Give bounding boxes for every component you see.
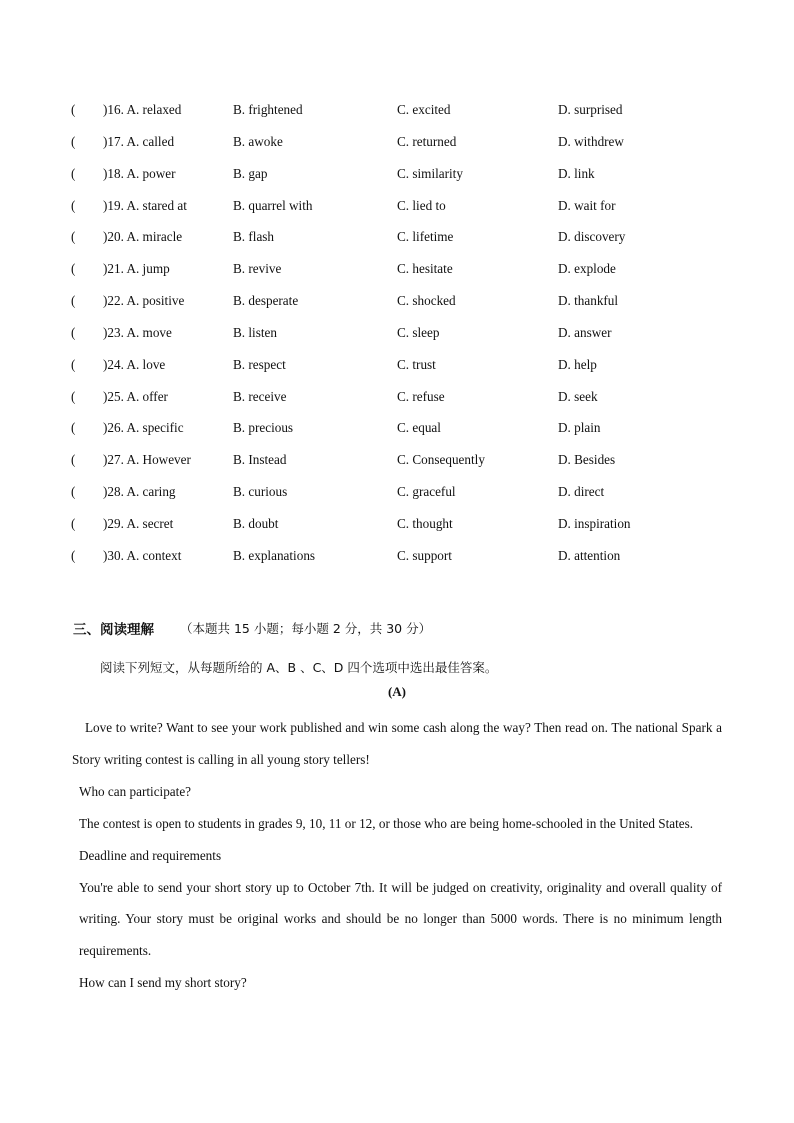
answer-blank: ( [71,229,76,245]
option-c: C. similarity [397,165,463,181]
heading-participate: Who can participate? [79,783,192,799]
answer-blank: ( [71,261,76,277]
answer-blank: ( [71,102,76,117]
option-a: )19. A. stared at [103,197,187,213]
section-instructions: 阅读下列短文，从每题所给的 A、B 、C、D 四个选项中选出最佳答案。 [100,660,498,675]
option-d: D. answer [558,324,612,340]
option-b: B. revive [233,261,282,277]
option-a: )22. A. positive [103,293,185,309]
question-row [71,450,751,482]
question-row [71,259,751,291]
option-b: B. desperate [233,293,299,309]
option-c: C. lifetime [397,229,454,245]
cloze-options [71,100,751,578]
question-row [71,323,751,355]
question-row [71,482,751,514]
option-d: D. seek [558,388,598,404]
section-note: （本题共 15 小题；每小题 2 分，共 30 分） [180,621,432,636]
option-b: B. Instead [233,452,287,468]
option-d: D. inspiration [558,515,631,531]
question-row [71,355,751,387]
option-b: B. awoke [233,133,283,149]
question-row [71,227,751,259]
option-d: D. link [558,165,595,181]
option-b: B. quarrel with [233,197,313,213]
option-b: B. receive [233,388,287,404]
question-row [71,418,751,450]
passage-label: (A) [387,684,407,699]
section-title: 三、阅读理解 [73,622,154,638]
option-a: )28. A. caring [103,484,176,500]
option-c: C. thought [397,515,453,531]
option-d: D. discovery [558,229,626,245]
option-c: C. excited [397,102,451,117]
option-a: )17. A. called [103,133,175,149]
option-c: C. graceful [397,484,456,500]
answer-blank: ( [71,197,76,213]
answer-blank: ( [71,484,76,500]
option-c: C. returned [397,133,457,149]
passage-intro: Love to write? Want to see your work published and win some cash along the way? Then read on. The national Spark a Story writing contest is calling in all young story tellers! [72,720,722,767]
option-b: B. frightened [233,102,303,117]
option-c: C. support [397,547,452,563]
option-b: B. precious [233,420,294,436]
option-d: D. Besides [558,452,616,468]
text-participate: The contest is open to students in grades 9, 10, 11 or 12, or those who are being home-schooled in the United States. [79,815,694,831]
answer-blank: ( [71,452,76,468]
option-d: D. thankful [558,293,619,309]
answer-blank: ( [71,133,76,149]
option-d: D. explode [558,261,616,277]
answer-blank: ( [71,356,76,372]
option-b: B. listen [233,324,277,340]
option-c: C. refuse [397,388,445,404]
option-a: )21. A. jump [103,261,170,277]
question-row [71,291,751,323]
option-c: C. sleep [397,324,440,340]
question-row [71,100,751,132]
option-d: D. wait for [558,197,616,213]
answer-blank: ( [71,515,76,531]
option-a: )25. A. offer [103,388,168,404]
option-d: D. attention [558,547,621,563]
option-a: )29. A. secret [103,515,174,531]
passage-a [72,712,722,999]
option-a: )16. A. relaxed [103,102,182,117]
option-d: D. withdrew [558,133,624,149]
question-row [71,514,751,546]
option-c: C. hesitate [397,261,453,277]
option-d: D. plain [558,420,601,436]
option-d: D. surprised [558,102,623,117]
option-b: B. explanations [233,547,316,563]
answer-blank: ( [71,547,76,563]
option-a: )24. A. love [103,356,166,372]
option-a: )30. A. context [103,547,182,563]
option-a: )27. A. However [103,452,191,468]
heading-send: How can I send my short story? [79,975,247,991]
option-c: C. equal [397,420,441,436]
option-b: B. doubt [233,515,279,531]
question-row [71,387,751,419]
option-b: B. flash [233,229,275,245]
option-c: C. Consequently [397,452,485,468]
option-b: B. curious [233,484,288,500]
option-b: B. respect [233,356,286,372]
text-deadline: You're able to send your short story up to October 7th. It will be judged on creativity, originality and overall quality of writing. Your story must be original works and should be no longer than 5000 words. There is no minimum length requirements. [79,879,722,959]
question-row [71,546,751,578]
option-d: D. direct [558,484,605,500]
answer-blank: ( [71,420,76,436]
option-c: C. trust [397,356,436,372]
option-b: B. gap [233,165,268,181]
question-row [71,196,751,228]
question-row [71,164,751,196]
option-c: C. lied to [397,197,446,213]
answer-blank: ( [71,165,76,181]
question-row [71,132,751,164]
option-a: )18. A. power [103,165,176,181]
option-d: D. help [558,356,597,372]
answer-blank: ( [71,324,76,340]
option-a: )26. A. specific [103,420,184,436]
option-a: )23. A. move [103,324,172,340]
option-c: C. shocked [397,293,456,309]
answer-blank: ( [71,388,76,404]
answer-blank: ( [71,293,76,309]
option-a: )20. A. miracle [103,229,183,245]
heading-deadline: Deadline and requirements [79,847,222,863]
